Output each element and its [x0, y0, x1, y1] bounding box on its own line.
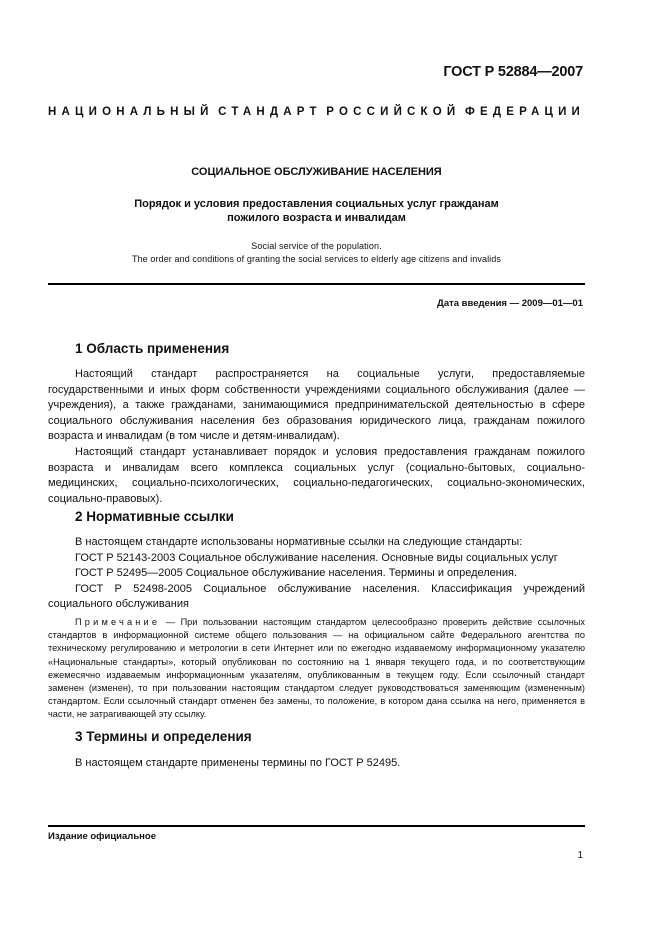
note-paragraph	[48, 616, 585, 722]
reference-item: ГОСТ Р 52143-2003 Социальное обслуживание населения. Основные виды социальных услуг	[75, 551, 558, 564]
note-text: — При пользовании настоящим стандартом целесообразно проверить действие ссылочных стандартов в информационной системе общего пользования — на официальном сайте Федерального агентства по техническому регулированию и метрологии в сети Интернет или по ежегодно издаваемому информационному указателю «Национальные стандарты», который опубликован по состоянию на 1 января текущего года, и по соответствующим ежемесячно издаваемым информационным указателям, опубликованным в текущем году. Если ссылочный стандарт заменен (изменен), то при пользовании настоящим стандартом следует руководствоваться заменяющим (измененным) стандартом. Если ссылочный стандарт отменен без замены, то положение, в котором дана ссылка на него, применяется в части, не затрагивающей эту ссылку.	[48, 617, 585, 720]
banner-word: РОССИЙСКОЙ	[326, 106, 461, 118]
english-title-line: Social service of the population.	[251, 241, 382, 251]
banner-word: СТАНДАРТ	[218, 106, 322, 118]
top-divider	[48, 283, 585, 285]
banner-word: ФЕДЕРАЦИИ	[464, 106, 585, 118]
reference-item: ГОСТ Р 52495—2005 Социальное обслуживание населения. Термины и определения.	[75, 567, 518, 580]
banner-word: НАЦИОНАЛЬНЫЙ	[48, 106, 214, 118]
reference-item: ГОСТ Р 52498-2005 Социальное обслуживание населения. Классификация учреждений социального обслуживания	[48, 582, 585, 611]
paragraph: В настоящем стандарте использованы нормативные ссылки на следующие стандарты:	[75, 536, 523, 548]
section-references-body	[48, 535, 585, 613]
document-title: СОЦИАЛЬНОЕ ОБСЛУЖИВАНИЕ НАСЕЛЕНИЯ	[191, 166, 442, 178]
document-code: ГОСТ Р 52884—2007	[443, 64, 583, 80]
national-standard-banner	[48, 106, 585, 118]
section-terms-body: В настоящем стандарте применены термины по ГОСТ Р 52495.	[75, 757, 401, 769]
section-heading-scope: 1 Область применения	[75, 341, 230, 356]
official-edition-label: Издание официальное	[48, 831, 156, 842]
note-label: Примечание	[75, 617, 161, 627]
introduction-date: Дата введения — 2009—01—01	[437, 298, 583, 309]
subtitle-line: Порядок и условия предоставления социальных услуг гражданам	[134, 198, 499, 210]
english-title	[40, 240, 593, 266]
paragraph: Настоящий стандарт устанавливает порядок и условия предоставления гражданам пожилого возраста и инвалидам всего комплекса социальных услуг (социально-бытовых, социально-медицинских, социально-психологических, социально-педагогических, социально-экономических, социально-правовых).	[48, 445, 585, 505]
english-title-line: The order and conditions of granting the social services to elderly age citizens and invalids	[131, 254, 501, 264]
section-heading-terms: 3 Термины и определения	[75, 729, 252, 744]
document-subtitle	[48, 197, 585, 225]
note-block	[48, 616, 585, 722]
subtitle-line: пожилого возраста и инвалидам	[227, 212, 406, 224]
page-number: 1	[577, 850, 583, 861]
paragraph: Настоящий стандарт распространяется на социальные услуги, предоставляемые государственными и иных форм собственности учреждениями социального обслуживания (далее — учреждения), а также гражданами, занимающимися предпринимательской деятельностью в сфере социального обслуживания населения без образования юридического лица, гражданам пожилого возраста и инвалидам (в том числе и детям-инвалидам).	[48, 368, 585, 443]
section-scope-body	[48, 367, 585, 507]
bottom-divider	[48, 825, 585, 827]
section-heading-normative-references: 2 Нормативные ссылки	[75, 509, 234, 524]
